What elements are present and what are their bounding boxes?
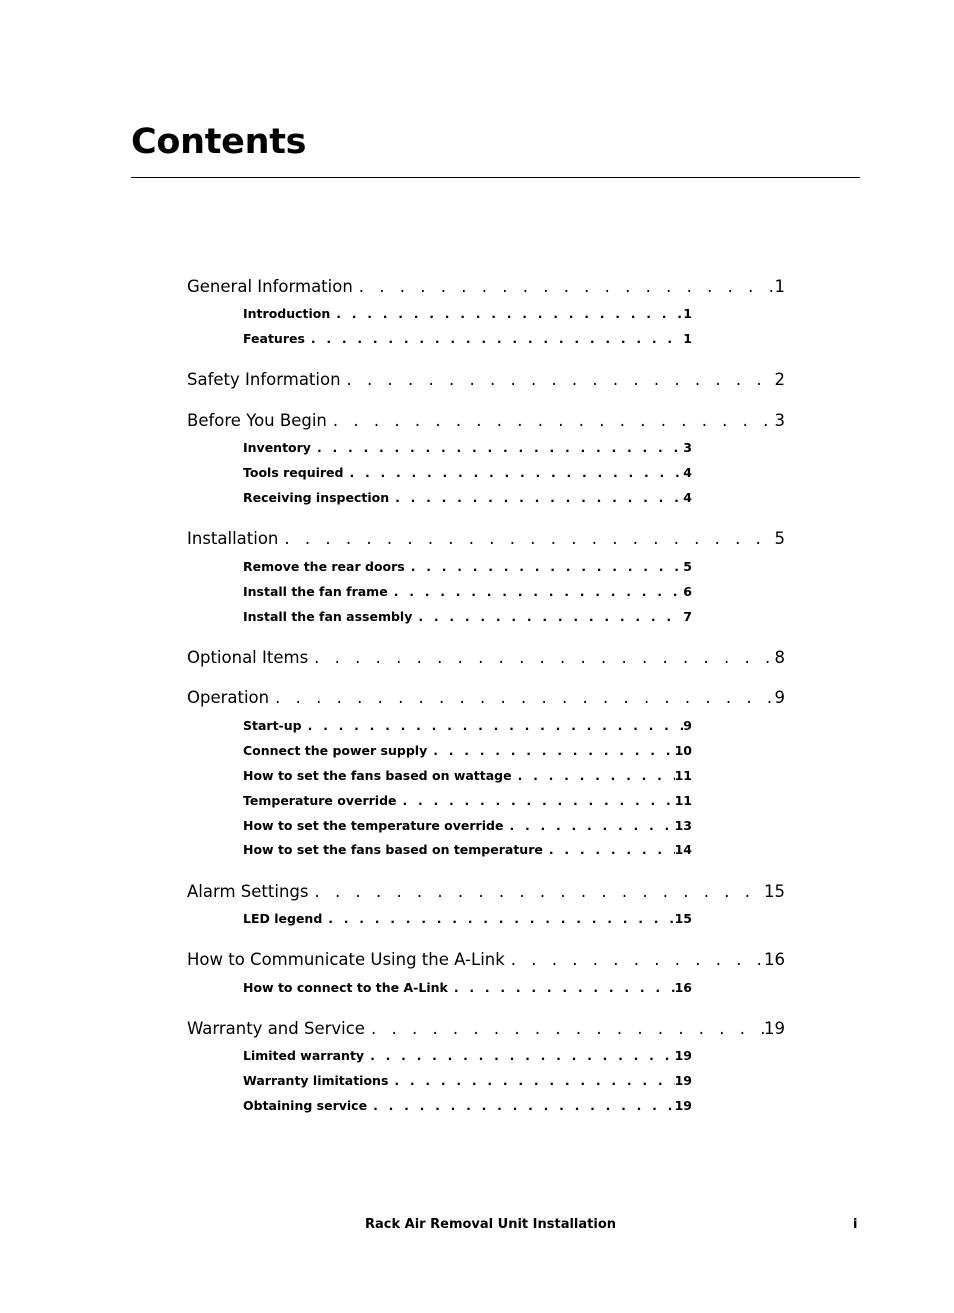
toc-leader-dots <box>365 1017 764 1041</box>
toc-section-temperature-override[interactable] <box>243 791 692 811</box>
toc-page-number: 16 <box>674 980 692 995</box>
toc-page-number: 10 <box>674 743 692 758</box>
toc-leader-dots <box>302 716 684 736</box>
toc-chapter-optional-items[interactable] <box>187 646 785 670</box>
toc-label: How to set the fans based on temperature <box>243 842 543 857</box>
toc-label: Alarm Settings <box>187 882 309 901</box>
toc-page-number: 9 <box>683 718 692 733</box>
toc-chapter-installation[interactable] <box>187 527 785 551</box>
toc-label: Operation <box>187 688 270 707</box>
toc-page-number: 3 <box>683 440 692 455</box>
toc-label: Optional Items <box>187 648 309 667</box>
toc-page-number: 19 <box>674 1048 692 1063</box>
toc-leader-dots <box>330 304 683 324</box>
toc-section-start-up[interactable] <box>243 716 692 736</box>
toc-leader-dots <box>308 880 764 904</box>
toc-page-number: 19 <box>674 1098 692 1113</box>
toc-page-number: 16 <box>764 950 785 969</box>
toc-leader-dots <box>367 1096 675 1116</box>
toc-page-number: 1 <box>774 277 785 296</box>
toc-leader-dots <box>327 409 775 433</box>
toc-label: How to connect to the A-Link <box>243 980 448 995</box>
toc-page-number: 11 <box>674 768 692 783</box>
toc-label: Safety Information <box>187 370 341 389</box>
toc-leader-dots <box>341 368 775 392</box>
toc-section-limited-warranty[interactable] <box>243 1046 692 1066</box>
toc-section-receiving-inspection[interactable] <box>243 488 692 508</box>
toc-chapter-safety-information[interactable] <box>187 368 785 392</box>
toc-page-number: 15 <box>764 882 785 901</box>
toc-section-connect-a-link[interactable] <box>243 978 692 998</box>
toc-label: Installation <box>187 529 279 548</box>
toc-leader-dots <box>269 686 774 710</box>
toc-page-number: 2 <box>774 370 785 389</box>
toc-label: Inventory <box>243 440 311 455</box>
toc-page-number: 9 <box>774 688 785 707</box>
toc-section-connect-power-supply[interactable] <box>243 741 692 761</box>
toc-section-introduction[interactable] <box>243 304 692 324</box>
footer-document-title: Rack Air Removal Unit Installation <box>365 1217 617 1232</box>
toc-label: Temperature override <box>243 793 397 808</box>
toc-page-number: 3 <box>774 411 785 430</box>
toc-section-fans-wattage[interactable] <box>243 766 692 786</box>
page-title: Contents <box>131 122 307 162</box>
toc-label: Install the fan frame <box>243 584 388 599</box>
toc-leader-dots <box>343 463 683 483</box>
toc-page-number: 4 <box>683 465 692 480</box>
toc-section-install-fan-frame[interactable] <box>243 582 692 602</box>
toc-leader-dots <box>503 816 674 836</box>
toc-page-number: 7 <box>683 609 692 624</box>
toc-label: Limited warranty <box>243 1048 365 1063</box>
toc-label: Receiving inspection <box>243 490 390 505</box>
toc-label: Introduction <box>243 306 331 321</box>
toc-label: Warranty limitations <box>243 1073 389 1088</box>
toc-label: Warranty and Service <box>187 1019 365 1038</box>
toc-page-number: 19 <box>764 1019 785 1038</box>
toc-page-number: 5 <box>774 529 785 548</box>
toc-section-obtaining-service[interactable] <box>243 1096 692 1116</box>
toc-leader-dots <box>353 275 775 299</box>
toc-leader-dots <box>311 438 683 458</box>
toc-page-number: 13 <box>674 818 692 833</box>
toc-section-fans-temperature[interactable] <box>243 840 692 860</box>
toc-chapter-alarm-settings[interactable] <box>187 880 785 904</box>
toc-label: Features <box>243 331 305 346</box>
toc-page-number: 4 <box>683 490 692 505</box>
toc-section-tools-required[interactable] <box>243 463 692 483</box>
toc-label: Tools required <box>243 465 344 480</box>
toc-leader-dots <box>427 741 674 761</box>
toc-leader-dots <box>412 607 683 627</box>
footer-page-number: i <box>853 1217 858 1232</box>
toc-page-number: 8 <box>774 648 785 667</box>
toc-page-number: 6 <box>683 584 692 599</box>
toc-label: Obtaining service <box>243 1098 368 1113</box>
toc-leader-dots <box>397 791 675 811</box>
toc-leader-dots <box>543 840 675 860</box>
toc-page-number: 1 <box>683 306 692 321</box>
toc-page-number: 19 <box>674 1073 692 1088</box>
toc-leader-dots <box>322 909 674 929</box>
toc-leader-dots <box>405 557 684 577</box>
toc-leader-dots <box>448 978 675 998</box>
toc-section-set-temperature-override[interactable] <box>243 816 692 836</box>
toc-label: Connect the power supply <box>243 743 428 758</box>
toc-page-number: 1 <box>683 331 692 346</box>
toc-leader-dots <box>278 527 774 551</box>
toc-leader-dots <box>505 948 764 972</box>
toc-leader-dots <box>364 1046 675 1066</box>
toc-leader-dots <box>388 1071 674 1091</box>
toc-chapter-before-you-begin[interactable] <box>187 409 785 433</box>
toc-chapter-warranty-service[interactable] <box>187 1017 785 1041</box>
toc-chapter-general-information[interactable] <box>187 275 785 299</box>
toc-page-number: 11 <box>674 793 692 808</box>
toc-label: LED legend <box>243 911 323 926</box>
toc-leader-dots <box>388 582 684 602</box>
toc-page-number: 14 <box>674 842 692 857</box>
toc-chapter-a-link[interactable] <box>187 948 785 972</box>
toc-section-warranty-limitations[interactable] <box>243 1071 692 1091</box>
toc-label: How to set the fans based on wattage <box>243 768 512 783</box>
toc-label: Start-up <box>243 718 302 733</box>
toc-label: Remove the rear doors <box>243 559 405 574</box>
toc-leader-dots <box>512 766 675 786</box>
toc-section-features[interactable] <box>243 329 692 349</box>
toc-label: How to set the temperature override <box>243 818 504 833</box>
toc-section-install-fan-assembly[interactable] <box>243 607 692 627</box>
toc-chapter-operation[interactable] <box>187 686 785 710</box>
toc-leader-dots <box>305 329 683 349</box>
toc-page-number: 15 <box>674 911 692 926</box>
toc-leader-dots <box>389 488 683 508</box>
toc-label: Install the fan assembly <box>243 609 413 624</box>
toc-label: Before You Begin <box>187 411 327 430</box>
toc-label: How to Communicate Using the A-Link <box>187 950 505 969</box>
toc-section-remove-rear-doors[interactable] <box>243 557 692 577</box>
toc-leader-dots <box>308 646 774 670</box>
toc-section-led-legend[interactable] <box>243 909 692 929</box>
toc-section-inventory[interactable] <box>243 438 692 458</box>
toc-page-number: 5 <box>683 559 692 574</box>
toc-label: General Information <box>187 277 353 296</box>
